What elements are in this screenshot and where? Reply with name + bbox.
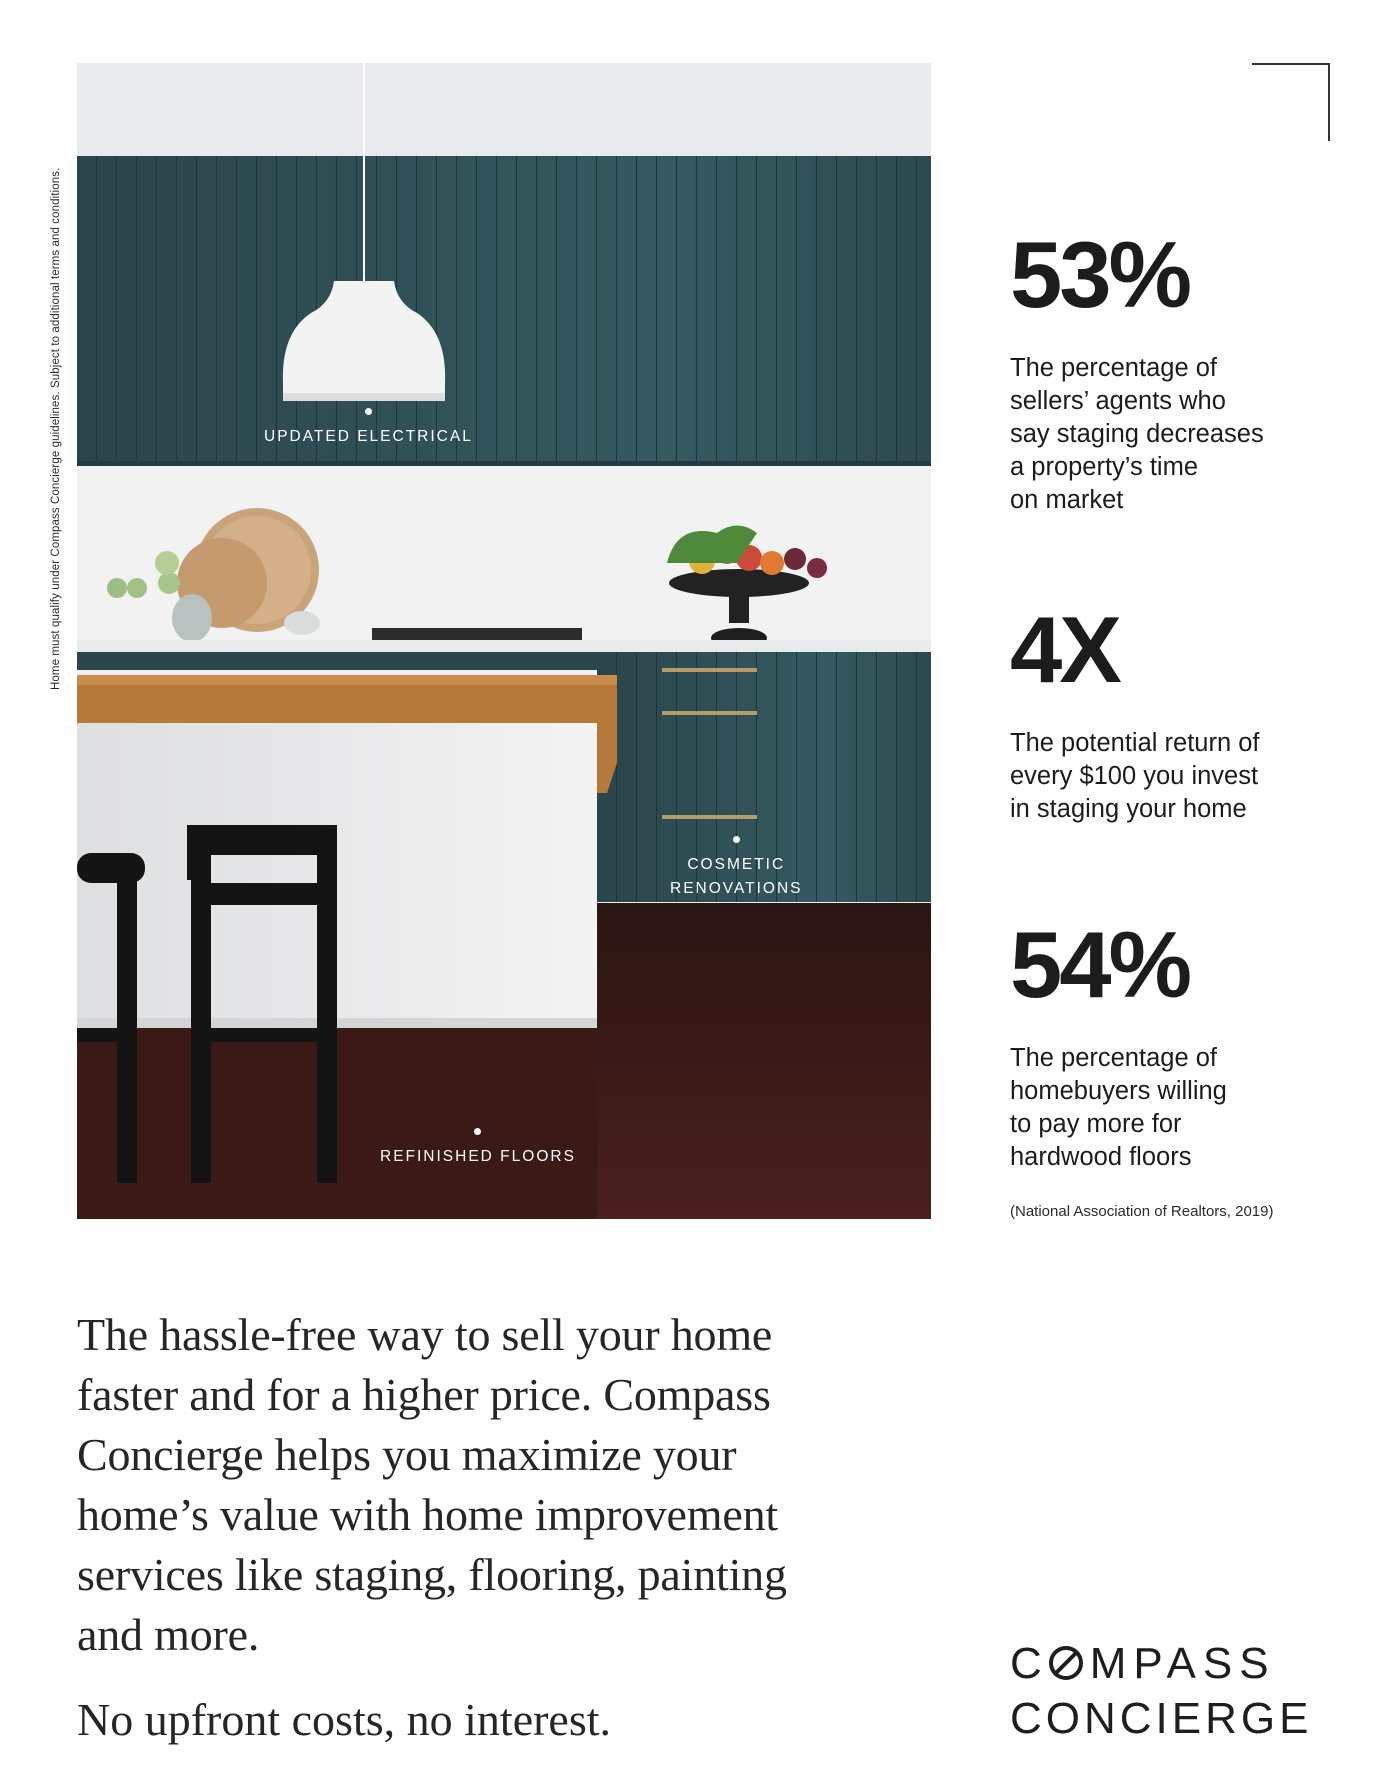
kitchen-illustration bbox=[77, 63, 931, 1219]
label-dot bbox=[474, 1128, 481, 1135]
stat-line: in staging your home bbox=[1010, 795, 1247, 823]
stat-line: The percentage of bbox=[1010, 1044, 1217, 1072]
logo-line-concierge: CONCIERGE bbox=[1010, 1694, 1313, 1743]
logo-line-compass bbox=[1010, 1640, 1312, 1688]
stat-description bbox=[1010, 1042, 1350, 1174]
headline-line: home’s value with home improvement bbox=[77, 1489, 778, 1540]
stat-line: The percentage of bbox=[1010, 354, 1217, 382]
disclaimer-text: Home must qualify under Compass Concierge guidelines. Subject to additional terms and conditions. bbox=[50, 167, 62, 690]
logo-letter-c: C bbox=[1010, 1639, 1049, 1688]
stat-value: 54% bbox=[1010, 912, 1190, 1017]
label-refinished-floors bbox=[380, 1128, 576, 1169]
label-updated-electrical-text: UPDATED ELECTRICAL bbox=[264, 428, 473, 445]
stat-staging-time bbox=[1010, 222, 1350, 517]
headline-line: services like staging, flooring, painting bbox=[77, 1549, 787, 1600]
headline bbox=[77, 1305, 917, 1665]
stat-line: every $100 you invest bbox=[1010, 762, 1259, 790]
kitchen-photo bbox=[77, 63, 931, 1219]
label-refinished-floors-text: REFINISHED FLOORS bbox=[380, 1148, 576, 1165]
label-dot bbox=[365, 408, 372, 415]
stat-line: to pay more for bbox=[1010, 1110, 1182, 1138]
label-updated-electrical bbox=[264, 408, 473, 449]
stat-hardwood-floors bbox=[1010, 912, 1350, 1174]
label-dot bbox=[733, 836, 740, 843]
compass-o-icon bbox=[1049, 1646, 1083, 1680]
label-cosmetic-line2: RENOVATIONS bbox=[670, 880, 803, 897]
stat-staging-return bbox=[1010, 597, 1350, 826]
tagline: No upfront costs, no interest. bbox=[77, 1694, 612, 1745]
logo-letters-mpass: MPASS bbox=[1089, 1639, 1276, 1688]
headline-line: and more. bbox=[77, 1609, 260, 1660]
label-cosmetic-line1: COSMETIC bbox=[687, 856, 786, 873]
stat-line: say staging decreases bbox=[1010, 420, 1264, 448]
stat-description bbox=[1010, 727, 1350, 826]
headline-line: The hassle-free way to sell your home bbox=[77, 1309, 773, 1360]
corner-mark bbox=[1252, 63, 1330, 141]
stat-description bbox=[1010, 352, 1350, 517]
headline-line: Concierge helps you maximize your bbox=[77, 1429, 737, 1480]
stat-line: homebuyers willing bbox=[1010, 1077, 1227, 1105]
stat-line: hardwood floors bbox=[1010, 1143, 1192, 1171]
stat-line: on market bbox=[1010, 486, 1124, 514]
stat-line: a property’s time bbox=[1010, 453, 1199, 481]
stat-line: sellers’ agents who bbox=[1010, 387, 1226, 415]
compass-concierge-logo bbox=[1010, 1640, 1312, 1744]
stat-line: The potential return of bbox=[1010, 729, 1260, 757]
stat-value: 53% bbox=[1010, 222, 1190, 327]
headline-line: faster and for a higher price. Compass bbox=[77, 1369, 771, 1420]
stat-value: 4X bbox=[1010, 597, 1119, 702]
source-citation: (National Association of Realtors, 2019) bbox=[1010, 1203, 1274, 1220]
label-cosmetic-renovations bbox=[670, 836, 803, 901]
